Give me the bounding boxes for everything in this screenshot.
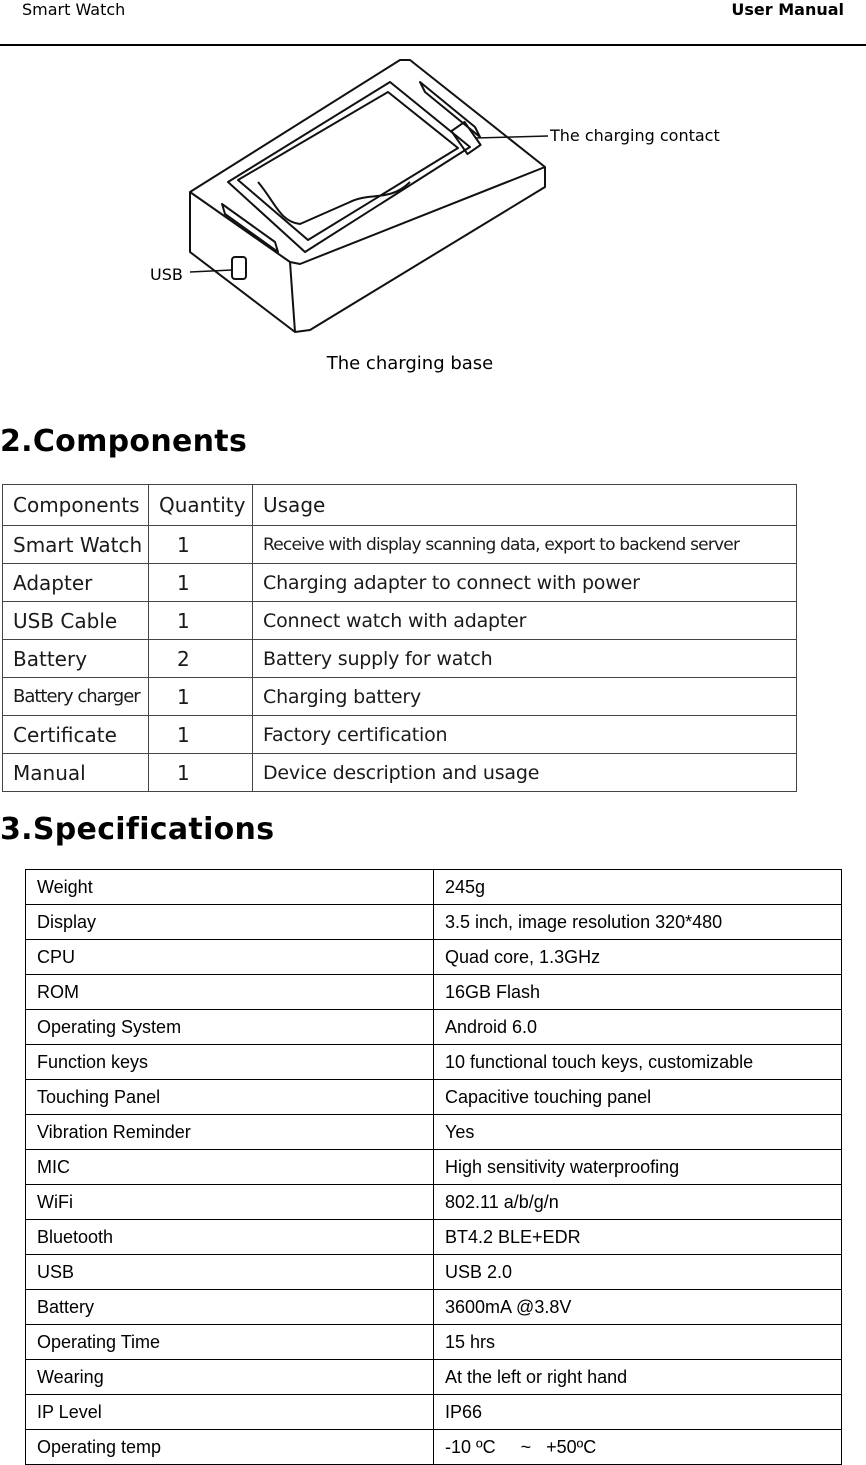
spec-name: Battery: [26, 1290, 434, 1325]
base-front-edge: [290, 262, 295, 332]
component-quantity: 1: [149, 716, 253, 754]
table-row: [3, 526, 797, 564]
table-row: [3, 602, 797, 640]
component-usage: Device description and usage: [253, 754, 797, 792]
component-quantity: 1: [149, 754, 253, 792]
component-usage: Factory certification: [253, 716, 797, 754]
spec-name: Bluetooth: [26, 1220, 434, 1255]
component-name: Manual: [3, 754, 149, 792]
table-row: [26, 975, 842, 1010]
component-usage: Battery supply for watch: [253, 640, 797, 678]
label-usb: USB: [150, 265, 183, 284]
table-row: [26, 1430, 842, 1465]
spec-value: BT4.2 BLE+EDR: [434, 1220, 842, 1255]
table-row: [26, 1290, 842, 1325]
spec-name: Wearing: [26, 1360, 434, 1395]
table-row: [26, 940, 842, 975]
table-header-row: [3, 485, 797, 526]
spec-name: USB: [26, 1255, 434, 1290]
specifications-table: [25, 869, 842, 1465]
spec-name: Operating temp: [26, 1430, 434, 1465]
spec-value: 10 functional touch keys, customizable: [434, 1045, 842, 1080]
spec-name: Display: [26, 905, 434, 940]
spec-value: IP66: [434, 1395, 842, 1430]
spec-value: Capacitive touching panel: [434, 1080, 842, 1115]
usb-port: [232, 257, 246, 279]
spec-name: Vibration Reminder: [26, 1115, 434, 1150]
spec-value: 16GB Flash: [434, 975, 842, 1010]
column-header: Usage: [253, 485, 797, 526]
spec-name: IP Level: [26, 1395, 434, 1430]
component-usage: Connect watch with adapter: [253, 602, 797, 640]
table-row: [26, 1080, 842, 1115]
table-row: [26, 905, 842, 940]
table-row: [26, 1220, 842, 1255]
spec-name: WiFi: [26, 1185, 434, 1220]
header-doc-title: User Manual: [731, 0, 844, 19]
spec-value: 802.11 a/b/g/n: [434, 1185, 842, 1220]
spec-value: 3600mA @3.8V: [434, 1290, 842, 1325]
spec-name: Operating System: [26, 1010, 434, 1045]
spec-value: Yes: [434, 1115, 842, 1150]
table-row: [26, 1045, 842, 1080]
component-quantity: 1: [149, 526, 253, 564]
spec-value: 3.5 inch, image resolution 320*480: [434, 905, 842, 940]
component-usage: Receive with display scanning data, export to backend server: [253, 526, 797, 564]
spec-name: MIC: [26, 1150, 434, 1185]
slot-left: [222, 204, 278, 252]
charging-base-illustration: [140, 52, 740, 342]
spec-name: ROM: [26, 975, 434, 1010]
spec-value: At the left or right hand: [434, 1360, 842, 1395]
base-top-rim: [190, 167, 545, 264]
figure-caption: The charging base: [326, 353, 494, 374]
component-quantity: 1: [149, 602, 253, 640]
component-quantity: 1: [149, 564, 253, 602]
table-row: [3, 754, 797, 792]
table-row: [26, 1325, 842, 1360]
table-row: [3, 640, 797, 678]
spec-name: CPU: [26, 940, 434, 975]
spec-name: Operating Time: [26, 1325, 434, 1360]
cavity-outline: [228, 82, 470, 252]
component-name: Smart Watch: [3, 526, 149, 564]
component-name: Battery charger: [3, 678, 149, 716]
header-product-name: Smart Watch: [22, 0, 126, 19]
table-row: [26, 1150, 842, 1185]
table-row: [3, 716, 797, 754]
component-usage: Charging battery: [253, 678, 797, 716]
components-table: [2, 484, 797, 792]
specifications-heading: 3.Specifications: [0, 812, 275, 847]
table-row: [26, 1185, 842, 1220]
component-name: Certificate: [3, 716, 149, 754]
table-row: [26, 1255, 842, 1290]
spec-value: USB 2.0: [434, 1255, 842, 1290]
column-header: Components: [3, 485, 149, 526]
spec-value: 15 hrs: [434, 1325, 842, 1360]
component-name: USB Cable: [3, 602, 149, 640]
spec-name: Function keys: [26, 1045, 434, 1080]
components-heading: 2.Components: [0, 424, 248, 459]
component-name: Adapter: [3, 564, 149, 602]
label-charging-contact: The charging contact: [550, 126, 720, 145]
table-row: [26, 1010, 842, 1045]
component-quantity: 1: [149, 678, 253, 716]
spec-name: Weight: [26, 870, 434, 905]
table-row: [26, 1360, 842, 1395]
table-row: [3, 678, 797, 716]
spec-value: -10 ºC ~ +50ºC: [434, 1430, 842, 1465]
cavity-inner: [238, 92, 458, 240]
spec-value: Quad core, 1.3GHz: [434, 940, 842, 975]
spec-value: High sensitivity waterproofing: [434, 1150, 842, 1185]
component-usage: Charging adapter to connect with power: [253, 564, 797, 602]
table-row: [3, 564, 797, 602]
page-header: [0, 0, 866, 46]
table-row: [26, 870, 842, 905]
table-row: [26, 1395, 842, 1430]
spec-value: Android 6.0: [434, 1010, 842, 1045]
spec-name: Touching Panel: [26, 1080, 434, 1115]
spec-value: 245g: [434, 870, 842, 905]
component-name: Battery: [3, 640, 149, 678]
component-quantity: 2: [149, 640, 253, 678]
column-header: Quantity: [149, 485, 253, 526]
table-row: [26, 1115, 842, 1150]
